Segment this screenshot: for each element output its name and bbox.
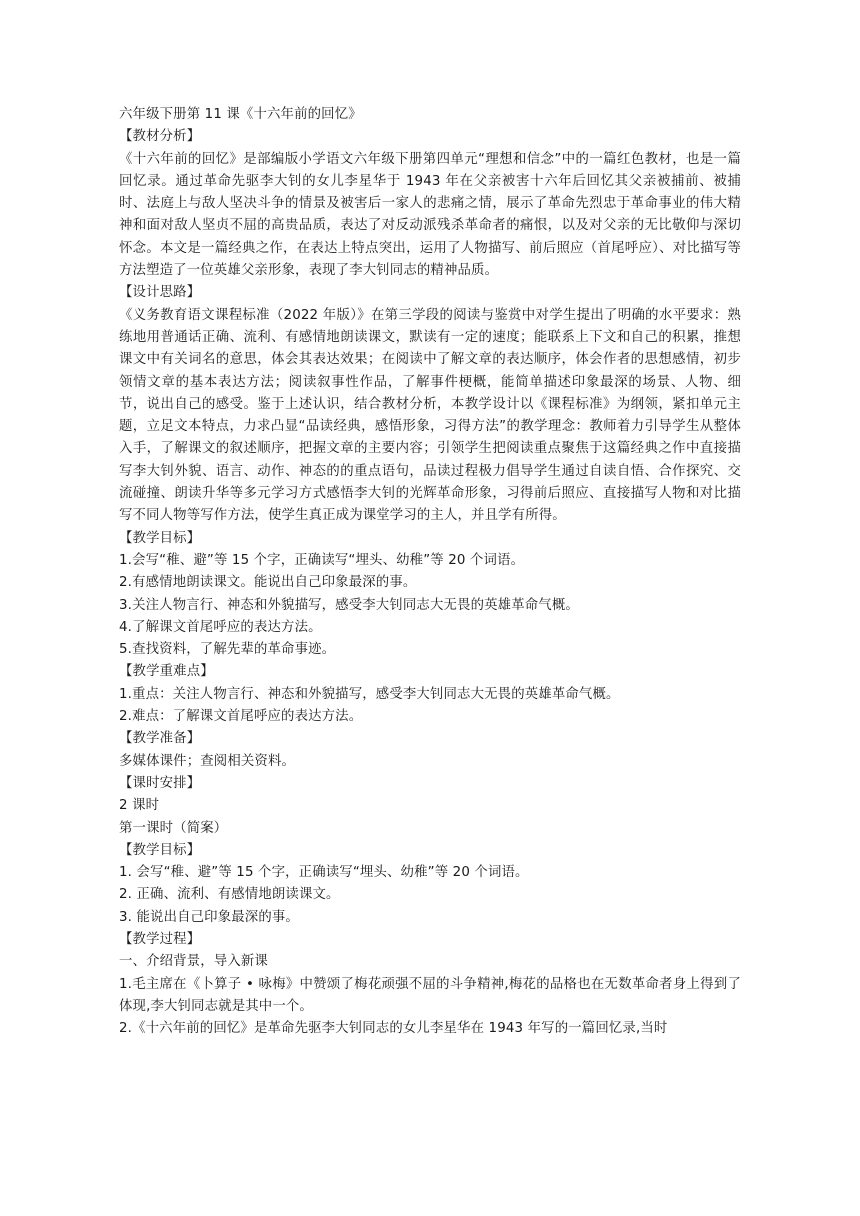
lesson1-goal-item: 3. 能说出自己印象最深的事。 [119,909,299,925]
lesson1-goal-item: 1. 会写“稚、避”等 15 个字，正确读写“埋头、幼稚”等 20 个词语。 [119,865,529,881]
prep-text: 多媒体课件；查阅相关资料。 [119,753,296,769]
lesson1-title: 第一课时（简案） [119,820,228,836]
design-heading: 【设计思路】 [119,285,201,301]
analysis-heading: 【教材分析】 [119,129,201,145]
lesson1-goals-heading: 【教学目标】 [119,842,201,858]
goal-item: 5.查找资料，了解先辈的革命事迹。 [119,642,336,658]
goal-item: 1.会写“稚、避”等 15 个字，正确读写“埋头、幼稚”等 20 个词语。 [119,552,525,568]
goal-item: 3.关注人物言行、神态和外貌描写，感受李大钊同志大无畏的英雄革命气概。 [119,597,579,613]
process-item: 2.《十六年前的回忆》是革命先驱李大钊同志的女儿李星华在 1943 年写的一篇回忆录,当时 [119,1021,668,1037]
document-title: 六年级下册第 11 课《十六年前的回忆》 [119,107,362,122]
schedule-text: 2 课时 [119,798,160,814]
goals-heading: 【教学目标】 [119,530,201,546]
process-item: 1.毛主席在《卜算子 • 咏梅》中赞颂了梅花顽强不屈的斗争精神,梅花的品格也在无数革命者身上得到了体现,李大钊同志就是其中一个。 [119,976,741,1014]
schedule-heading: 【课时安排】 [119,775,201,791]
goal-item: 4.了解课文首尾呼应的表达方法。 [119,619,322,635]
prep-heading: 【教学准备】 [119,731,201,747]
key-points-heading: 【教学重难点】 [119,664,214,680]
analysis-text: 《十六年前的回忆》是部编版小学语文六年级下册第四单元“理想和信念”中的一篇红色教材，也是一篇回忆录。通过革命先驱李大钊的女儿李星华于 1943 年在父亲被害十六年后回忆其父亲被捕前、被捕时、法庭上与敌人坚决斗争的情景及被害后一家人的悲痛之情，展示了革命先烈忠于革命事业的伟大精神和面对敌人坚贞不屈的高贵品质，表达了对反动派残杀革命者的痛恨，以及对父亲的无比敬仰与深切怀念。本文是一篇经典之作，在表达上特点突出，运用了人物描写、前后照应（首尾呼应）、对比描写等方法塑造了一位英雄父亲形象，表现了李大钊同志的精神品质。 [119,151,741,279]
process-step: 一、介绍背景，导入新课 [119,954,268,970]
key-point-item: 2.难点：了解课文首尾呼应的表达方法。 [119,709,363,725]
lesson1-goal-item: 2. 正确、流利、有感情地朗读课文。 [119,887,340,903]
goal-item: 2.有感情地朗读课文。能说出自己印象最深的事。 [119,575,417,591]
design-text: 《义务教育语文课程标准（2022 年版）》在第三学段的阅读与鉴赏中对学生提出了明确的水平要求：熟练地用普通话正确、流利、有感情地朗读课文，默读有一定的速度；能联系上下文和自己的积累，推想课文中有关词名的意思，体会其表达效果；在阅读中了解文章的表达顺序，体会作者的思想感情，初步领情文章的基本表达方法；阅读叙事性作品，了解事件梗概，能简单描述印象最深的场景、人物、细节，说出自己的感受。鉴于上述认识，结合教材分析，本教学设计以《课程标准》为纲领，紧扣单元主题，立足文本特点，力求凸显“品读经典，感悟形象，习得方法”的教学理念：教师着力引导学生从整体入手，了解课文的叙述顺序，把握文章的主要内容；引领学生把阅读重点聚焦于这篇经典之作中直接描写李大钊外貌、语言、动作、神态的的重点语句，品读过程极力倡导学生通过自读自悟、合作探究、交流碰撞、朗读升华等多元学习方式感悟李大钊的光辉革命形象，习得前后照应、直接描写人物和对比描写不同人物等写作方法，使学生真正成为课堂学习的主人，并且学有所得。 [119,307,741,524]
document-body [119,104,741,1040]
key-point-item: 1.重点：关注人物言行、神态和外貌描写，感受李大钊同志大无畏的英雄革命气概。 [119,686,620,702]
process-heading: 【教学过程】 [119,931,201,947]
